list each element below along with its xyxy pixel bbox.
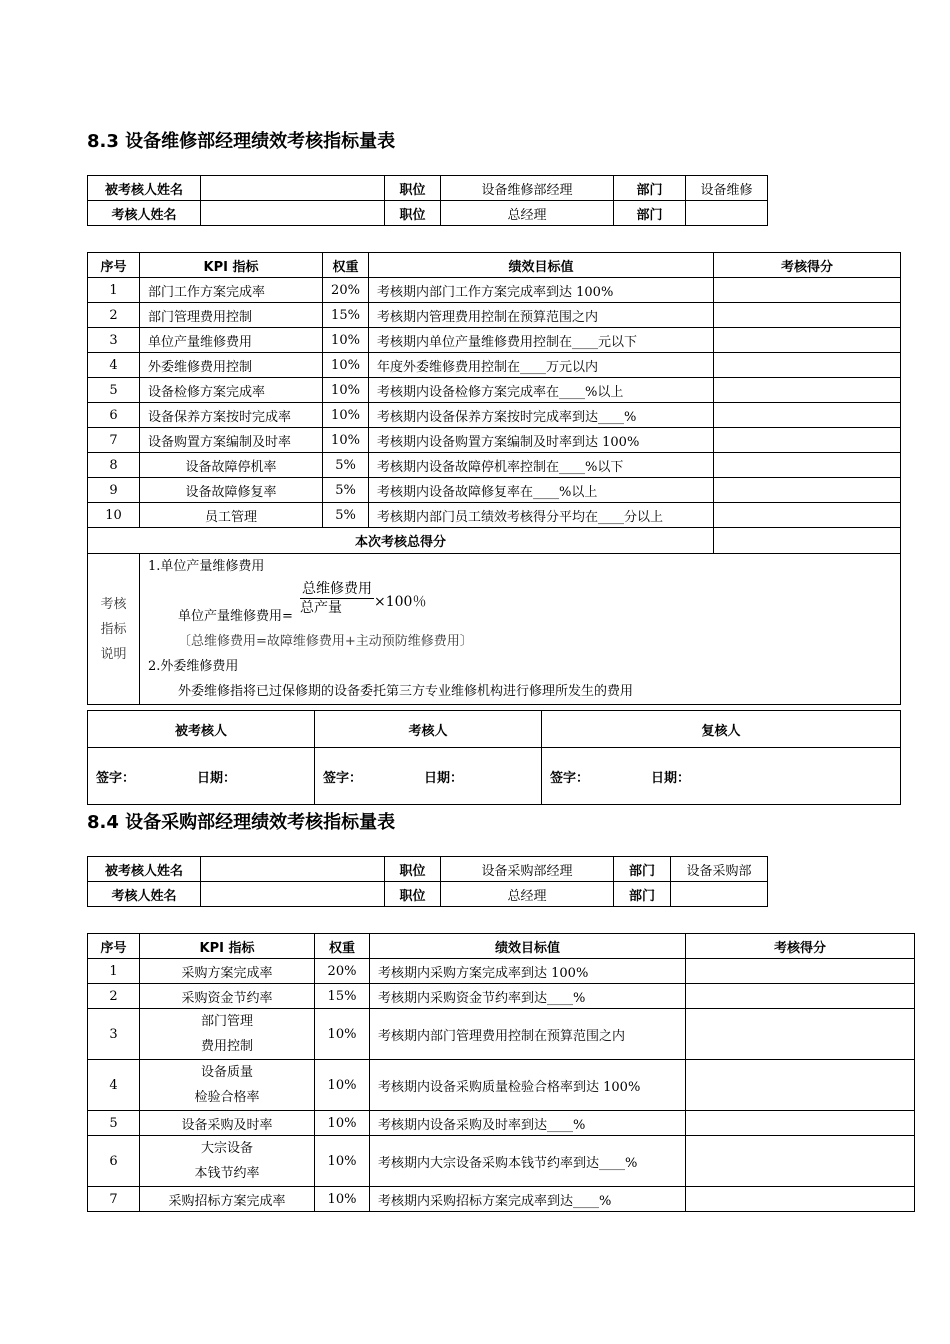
- row-kpi-line: 部门管理: [200, 1014, 253, 1029]
- row-kpi-line: 本钱节约率: [194, 1166, 260, 1181]
- row-weight: 10%: [315, 1136, 370, 1187]
- row-score-cell[interactable]: [714, 428, 901, 453]
- row-score-cell[interactable]: [714, 328, 901, 353]
- row-weight: 10%: [323, 328, 369, 353]
- s83-position-label: 职位: [385, 176, 441, 201]
- formula-multiplier: ×100％: [374, 594, 427, 610]
- row-kpi: 设备保养方案按时完成率: [140, 403, 323, 428]
- table-row: [88, 984, 915, 1009]
- row-kpi-line: 检验合格率: [194, 1090, 260, 1105]
- row-seq: 5: [88, 1111, 140, 1136]
- note-item-2-desc: 外委维修指将已过保修期的设备委托第三方专业维修机构进行修理所发生的费用: [178, 684, 634, 699]
- row-target: 考核期内设备购置方案编制及时率到达 100%: [369, 428, 714, 453]
- row-weight: 10%: [323, 378, 369, 403]
- notes-label-line: 说明: [100, 646, 127, 662]
- row-kpi: [140, 1060, 315, 1111]
- row-target: 考核期内设备故障停机率控制在____%以下: [369, 453, 714, 478]
- s83-evaluatee-name-field[interactable]: [201, 176, 385, 201]
- row-weight: 20%: [315, 959, 370, 984]
- s83-evaluator-position-label: 职位: [385, 201, 441, 226]
- table-row: [88, 428, 901, 453]
- row-weight: 10%: [315, 1187, 370, 1212]
- s83-notes-content: [140, 554, 901, 705]
- row-target: 考核期内管理费用控制在预算范围之内: [369, 303, 714, 328]
- row-seq: 1: [88, 959, 140, 984]
- row-seq: 2: [88, 984, 140, 1009]
- row-score-cell[interactable]: [686, 959, 915, 984]
- s83-signature-table: [87, 710, 901, 805]
- formula-fraction: [300, 580, 374, 617]
- s84-evaluatee-name-field[interactable]: [201, 857, 385, 882]
- table-row: [88, 303, 901, 328]
- sign-label: 签字：: [550, 770, 590, 786]
- s84-dept-label: 部门: [614, 857, 671, 882]
- s84-evaluator-name-label: 考核人姓名: [88, 882, 201, 907]
- row-score-cell[interactable]: [686, 1009, 915, 1060]
- s83-header-seq: 序号: [88, 253, 140, 278]
- row-target: 考核期内部门工作方案完成率到达 100%: [369, 278, 714, 303]
- row-score-cell[interactable]: [686, 1136, 915, 1187]
- row-target: 考核期内单位产量维修费用控制在____元以下: [369, 328, 714, 353]
- row-score-cell[interactable]: [714, 353, 901, 378]
- row-weight: 15%: [323, 303, 369, 328]
- notes-label-line: 考核: [100, 596, 127, 612]
- table-row: [88, 1009, 915, 1060]
- row-kpi: 采购资金节约率: [140, 984, 315, 1009]
- row-kpi: 设备购置方案编制及时率: [140, 428, 323, 453]
- note-item-1: 1.单位产量维修费用: [148, 559, 265, 574]
- s83-evaluator-dept-label: 部门: [614, 201, 686, 226]
- row-target: 考核期内采购方案完成率到达 100%: [370, 959, 686, 984]
- table-row: [88, 1111, 915, 1136]
- sig-reviewer-cell[interactable]: [542, 748, 901, 805]
- row-score-cell[interactable]: [714, 503, 901, 528]
- sign-label: 签字：: [96, 770, 136, 786]
- row-kpi: 设备故障停机率: [140, 453, 323, 478]
- formula-prefix: 单位产量维修费用=: [178, 609, 293, 624]
- row-seq: 1: [88, 278, 140, 303]
- date-label: 日期：: [197, 770, 237, 786]
- s84-header-weight: 权重: [315, 934, 370, 959]
- s83-evaluator-dept-value[interactable]: [686, 201, 768, 226]
- s83-total-score-cell[interactable]: [714, 528, 901, 554]
- s84-header-target: 绩效目标值: [370, 934, 686, 959]
- s84-evaluator-position-value: 总经理: [441, 882, 614, 907]
- table-row: [88, 378, 901, 403]
- row-kpi: 部门工作方案完成率: [140, 278, 323, 303]
- date-label: 日期：: [651, 770, 691, 786]
- s83-evaluator-name-label: 考核人姓名: [88, 201, 201, 226]
- s83-position-value: 设备维修部经理: [441, 176, 614, 201]
- table-row: [88, 278, 901, 303]
- formula-denominator: 总产量: [300, 600, 342, 616]
- sig-evaluatee-cell[interactable]: [88, 748, 315, 805]
- row-kpi: 设备故障修复率: [140, 478, 323, 503]
- row-kpi: 外委维修费用控制: [140, 353, 323, 378]
- section-8-3-title: 8.3 设备维修部经理绩效考核指标量表: [87, 131, 396, 152]
- sig-header-reviewer: 复核人: [542, 711, 901, 748]
- row-seq: 3: [88, 1009, 140, 1060]
- row-weight: 10%: [323, 353, 369, 378]
- s83-total-score-label: 本次考核总得分: [88, 528, 714, 554]
- formula-numerator: 总维修费用: [302, 581, 372, 597]
- row-kpi: 单位产量维修费用: [140, 328, 323, 353]
- s83-dept-label: 部门: [614, 176, 686, 201]
- note-item-2: 2.外委维修费用: [148, 659, 239, 674]
- row-score-cell[interactable]: [686, 984, 915, 1009]
- s83-dept-value: 设备维修: [686, 176, 768, 201]
- row-seq: 10: [88, 503, 140, 528]
- s83-info-table: [87, 175, 768, 226]
- sig-evaluator-cell[interactable]: [315, 748, 542, 805]
- row-score-cell[interactable]: [714, 378, 901, 403]
- s84-evaluator-position-label: 职位: [385, 882, 441, 907]
- sign-label: 签字：: [323, 770, 363, 786]
- section-8-4-title: 8.4 设备采购部经理绩效考核指标量表: [87, 812, 396, 833]
- row-seq: 2: [88, 303, 140, 328]
- table-row: [88, 959, 915, 984]
- row-seq: 4: [88, 353, 140, 378]
- row-kpi: 设备采购及时率: [140, 1111, 315, 1136]
- row-weight: 10%: [323, 403, 369, 428]
- row-weight: 15%: [315, 984, 370, 1009]
- row-seq: 5: [88, 378, 140, 403]
- row-weight: 10%: [315, 1111, 370, 1136]
- row-weight: 10%: [323, 428, 369, 453]
- row-target: 考核期内采购资金节约率到达____%: [370, 984, 686, 1009]
- row-score-cell[interactable]: [714, 453, 901, 478]
- row-kpi: 设备检修方案完成率: [140, 378, 323, 403]
- row-score-cell[interactable]: [714, 403, 901, 428]
- row-weight: 10%: [315, 1009, 370, 1060]
- row-score-cell[interactable]: [714, 303, 901, 328]
- s84-info-table: [87, 856, 768, 907]
- row-target: 考核期内大宗设备采购本钱节约率到达____%: [370, 1136, 686, 1187]
- s83-notes-label: [88, 554, 140, 705]
- row-target: 年度外委维修费用控制在____万元以内: [369, 353, 714, 378]
- row-seq: 7: [88, 1187, 140, 1212]
- row-weight: 5%: [323, 503, 369, 528]
- row-seq: 8: [88, 453, 140, 478]
- row-weight: 5%: [323, 478, 369, 503]
- row-kpi: [140, 1009, 315, 1060]
- row-target: 考核期内设备故障修复率在____%以上: [369, 478, 714, 503]
- s84-kpi-table: [87, 933, 915, 1212]
- row-kpi: 采购方案完成率: [140, 959, 315, 984]
- s84-header-score: 考核得分: [686, 934, 915, 959]
- row-kpi: 员工管理: [140, 503, 323, 528]
- table-row: [88, 503, 901, 528]
- s84-position-label: 职位: [385, 857, 441, 882]
- s83-header-target: 绩效目标值: [369, 253, 714, 278]
- row-score-cell[interactable]: [686, 1111, 915, 1136]
- table-row: [88, 1187, 915, 1212]
- s84-header-seq: 序号: [88, 934, 140, 959]
- s84-header-kpi: KPI 指标: [140, 934, 315, 959]
- row-kpi-line: 大宗设备: [200, 1141, 253, 1156]
- s83-evaluator-name-field[interactable]: [201, 201, 385, 226]
- table-row: [88, 328, 901, 353]
- s84-evaluator-name-field[interactable]: [201, 882, 385, 907]
- s84-evaluator-dept-label: 部门: [614, 882, 671, 907]
- row-weight: 10%: [315, 1060, 370, 1111]
- s83-evaluator-position-value: 总经理: [441, 201, 614, 226]
- row-kpi: [140, 1136, 315, 1187]
- row-seq: 4: [88, 1060, 140, 1111]
- row-score-cell[interactable]: [714, 478, 901, 503]
- row-seq: 7: [88, 428, 140, 453]
- s84-evaluatee-name-label: 被考核人姓名: [88, 857, 201, 882]
- s83-header-kpi: KPI 指标: [140, 253, 323, 278]
- row-target: 考核期内设备采购及时率到达____%: [370, 1111, 686, 1136]
- row-score-cell[interactable]: [686, 1187, 915, 1212]
- s84-position-value: 设备采购部经理: [441, 857, 614, 882]
- row-target: 考核期内采购招标方案完成率到达____%: [370, 1187, 686, 1212]
- note-formula-definition: 〔总维修费用=故障维修费用+主动预防维修费用〕: [178, 634, 473, 649]
- row-kpi-line: 费用控制: [200, 1039, 253, 1054]
- table-row: [88, 1136, 915, 1187]
- notes-label-line: 指标: [100, 621, 127, 637]
- table-row: [88, 1060, 915, 1111]
- row-score-cell[interactable]: [714, 278, 901, 303]
- s83-evaluatee-name-label: 被考核人姓名: [88, 176, 201, 201]
- table-row: [88, 403, 901, 428]
- table-row: [88, 478, 901, 503]
- row-target: 考核期内设备保养方案按时完成率到达____%: [369, 403, 714, 428]
- row-weight: 20%: [323, 278, 369, 303]
- row-target: 考核期内部门员工绩效考核得分平均在____分以上: [369, 503, 714, 528]
- date-label: 日期：: [424, 770, 464, 786]
- table-row: [88, 453, 901, 478]
- row-seq: 6: [88, 403, 140, 428]
- row-kpi: 部门管理费用控制: [140, 303, 323, 328]
- sig-header-evaluatee: 被考核人: [88, 711, 315, 748]
- row-kpi: 采购招标方案完成率: [140, 1187, 315, 1212]
- row-seq: 3: [88, 328, 140, 353]
- row-target: 考核期内部门管理费用控制在预算范围之内: [370, 1009, 686, 1060]
- sig-header-evaluator: 考核人: [315, 711, 542, 748]
- s84-evaluator-dept-value[interactable]: [671, 882, 768, 907]
- row-kpi-line: 设备质量: [200, 1065, 253, 1080]
- row-weight: 5%: [323, 453, 369, 478]
- s83-header-weight: 权重: [323, 253, 369, 278]
- s83-kpi-table: [87, 252, 901, 705]
- table-row: [88, 353, 901, 378]
- row-seq: 9: [88, 478, 140, 503]
- row-target: 考核期内设备采购质量检验合格率到达 100%: [370, 1060, 686, 1111]
- row-score-cell[interactable]: [686, 1060, 915, 1111]
- s84-dept-value: 设备采购部: [671, 857, 768, 882]
- row-target: 考核期内设备检修方案完成率在____%以上: [369, 378, 714, 403]
- row-seq: 6: [88, 1136, 140, 1187]
- s83-header-score: 考核得分: [714, 253, 901, 278]
